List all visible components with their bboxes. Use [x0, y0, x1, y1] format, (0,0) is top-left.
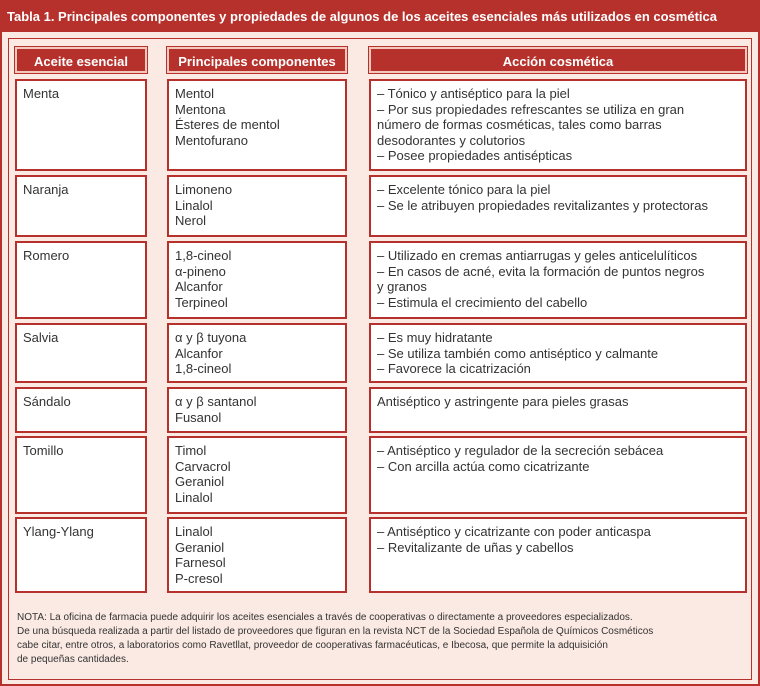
- components-cell: [167, 241, 347, 319]
- components-cell: [167, 323, 347, 383]
- components-cell-line: Carvacrol: [175, 458, 231, 474]
- components-cell-line: Terpineol: [175, 294, 228, 310]
- table-body: [8, 38, 752, 680]
- actions-cell-line: – Antiséptico y regulador de la secreción sebácea: [377, 443, 664, 458]
- actions-cell-line: – Es muy hidratante: [377, 330, 493, 345]
- note-line: De una búsqueda realizada a partir del listado de proveedores que figuran en la revista NCT de la Sociedad Española de Químicos Cosméticos: [17, 626, 654, 637]
- oil-cell: [15, 436, 147, 514]
- components-cell-line: Alcanfor: [175, 345, 223, 361]
- components-cell-line: Linalol: [175, 197, 213, 213]
- oil-cell: [15, 175, 147, 237]
- actions-cell-line: Antiséptico y astringente para pieles grasas: [377, 394, 629, 409]
- actions-cell: [369, 241, 747, 319]
- components-cell: [167, 436, 347, 514]
- components-cell-line: Farnesol: [175, 555, 226, 570]
- actions-cell-line: – Antiséptico y cicatrizante con poder anticaspa: [377, 524, 651, 539]
- actions-cell: [369, 323, 747, 383]
- note-line: cabe citar, entre otros, a laboratorios como Ravetllat, proveedor de cooperativas farmacéuticas, e Ibecosa, que permite la adquisición: [17, 640, 608, 651]
- oil-cell-line: Salvia: [23, 330, 59, 345]
- actions-cell-line: – Estimula el crecimiento del cabello: [377, 294, 588, 310]
- header-principales-componentes: Principales componentes: [167, 47, 347, 73]
- actions-cell-line: desodorantes y colutorios: [377, 132, 526, 148]
- oil-cell: [15, 323, 147, 383]
- actions-cell: [369, 517, 747, 593]
- actions-cell-line: – Tónico y antiséptico para la piel: [377, 86, 570, 101]
- components-cell-line: Mentol: [175, 86, 215, 101]
- components-cell-line: Limoneno: [175, 182, 233, 197]
- actions-cell-line: – Se le atribuyen propiedades revitalizantes y protectoras: [377, 197, 708, 213]
- components-cell: [167, 79, 347, 171]
- components-cell: [167, 517, 347, 593]
- actions-cell-line: – Favorece la cicatrización: [377, 361, 531, 376]
- components-cell-line: Mentona: [175, 101, 226, 117]
- oil-cell: [15, 241, 147, 319]
- components-cell-line: Geraniol: [175, 539, 225, 555]
- components-cell-line: Ésteres de mentol: [175, 117, 280, 132]
- actions-cell-line: – Por sus propiedades refrescantes se utiliza en gran: [377, 101, 685, 117]
- actions-cell: [369, 79, 747, 171]
- components-cell-line: Alcanfor: [175, 279, 223, 294]
- components-cell-line: α-pineno: [175, 263, 226, 279]
- note-line: de pequeñas cantidades.: [17, 654, 129, 665]
- header-aceite-esencial: Aceite esencial: [15, 47, 147, 73]
- components-cell-line: α y β tuyona: [175, 330, 247, 345]
- components-cell-line: Geraniol: [175, 474, 225, 489]
- actions-cell-line: – Se utiliza también como antiséptico y calmante: [377, 345, 659, 361]
- header-accion-cosmetica: Acción cosmética: [369, 47, 747, 73]
- oil-cell: [15, 79, 147, 171]
- components-cell: [167, 387, 347, 433]
- oil-cell: [15, 517, 147, 593]
- actions-cell-line: y granos: [377, 279, 427, 294]
- oil-cell-line: Menta: [23, 86, 60, 101]
- actions-cell-line: – Con arcilla actúa como cicatrizante: [377, 458, 590, 474]
- oil-cell: [15, 387, 147, 433]
- actions-cell: [369, 387, 747, 433]
- actions-cell-line: – En casos de acné, evita la formación de puntos negros: [377, 263, 705, 279]
- note-line: NOTA: La oficina de farmacia puede adquirir los aceites esenciales a través de cooperativas o directamente a proveedores especializados.: [17, 612, 633, 623]
- actions-cell-line: – Posee propiedades antisépticas: [377, 148, 573, 163]
- components-cell-line: Mentofurano: [175, 132, 248, 148]
- actions-cell-line: – Excelente tónico para la piel: [377, 182, 551, 197]
- actions-cell: [369, 175, 747, 237]
- actions-cell-line: – Revitalizante de uñas y cabellos: [377, 539, 574, 555]
- components-cell-line: Linalol: [175, 524, 213, 539]
- components-cell-line: Nerol: [175, 213, 207, 228]
- actions-cell: [369, 436, 747, 514]
- components-cell-line: Timol: [175, 443, 207, 458]
- components-cell-line: α y β santanol: [175, 394, 257, 409]
- oil-cell-line: Tomillo: [23, 443, 64, 458]
- components-cell-line: Fusanol: [175, 409, 222, 425]
- components-cell-line: 1,8-cineol: [175, 248, 232, 263]
- actions-cell-line: – Utilizado en cremas antiarrugas y geles anticelulíticos: [377, 248, 698, 263]
- oil-cell-line: Ylang-Ylang: [23, 524, 94, 539]
- components-cell-line: 1,8-cineol: [175, 361, 232, 376]
- table-note: [17, 611, 745, 667]
- table-title: Tabla 1. Principales componentes y propiedades de algunos de los aceites esenciales más utilizados en cosmética: [2, 2, 758, 32]
- components-cell: [167, 175, 347, 237]
- oil-cell-line: Sándalo: [23, 394, 71, 409]
- components-cell-line: P-cresol: [175, 570, 223, 586]
- actions-cell-line: número de formas cosméticas, tales como barras: [377, 117, 662, 132]
- oil-cell-line: Romero: [23, 248, 70, 263]
- components-cell-line: Linalol: [175, 489, 213, 505]
- oil-cell-line: Naranja: [23, 182, 69, 197]
